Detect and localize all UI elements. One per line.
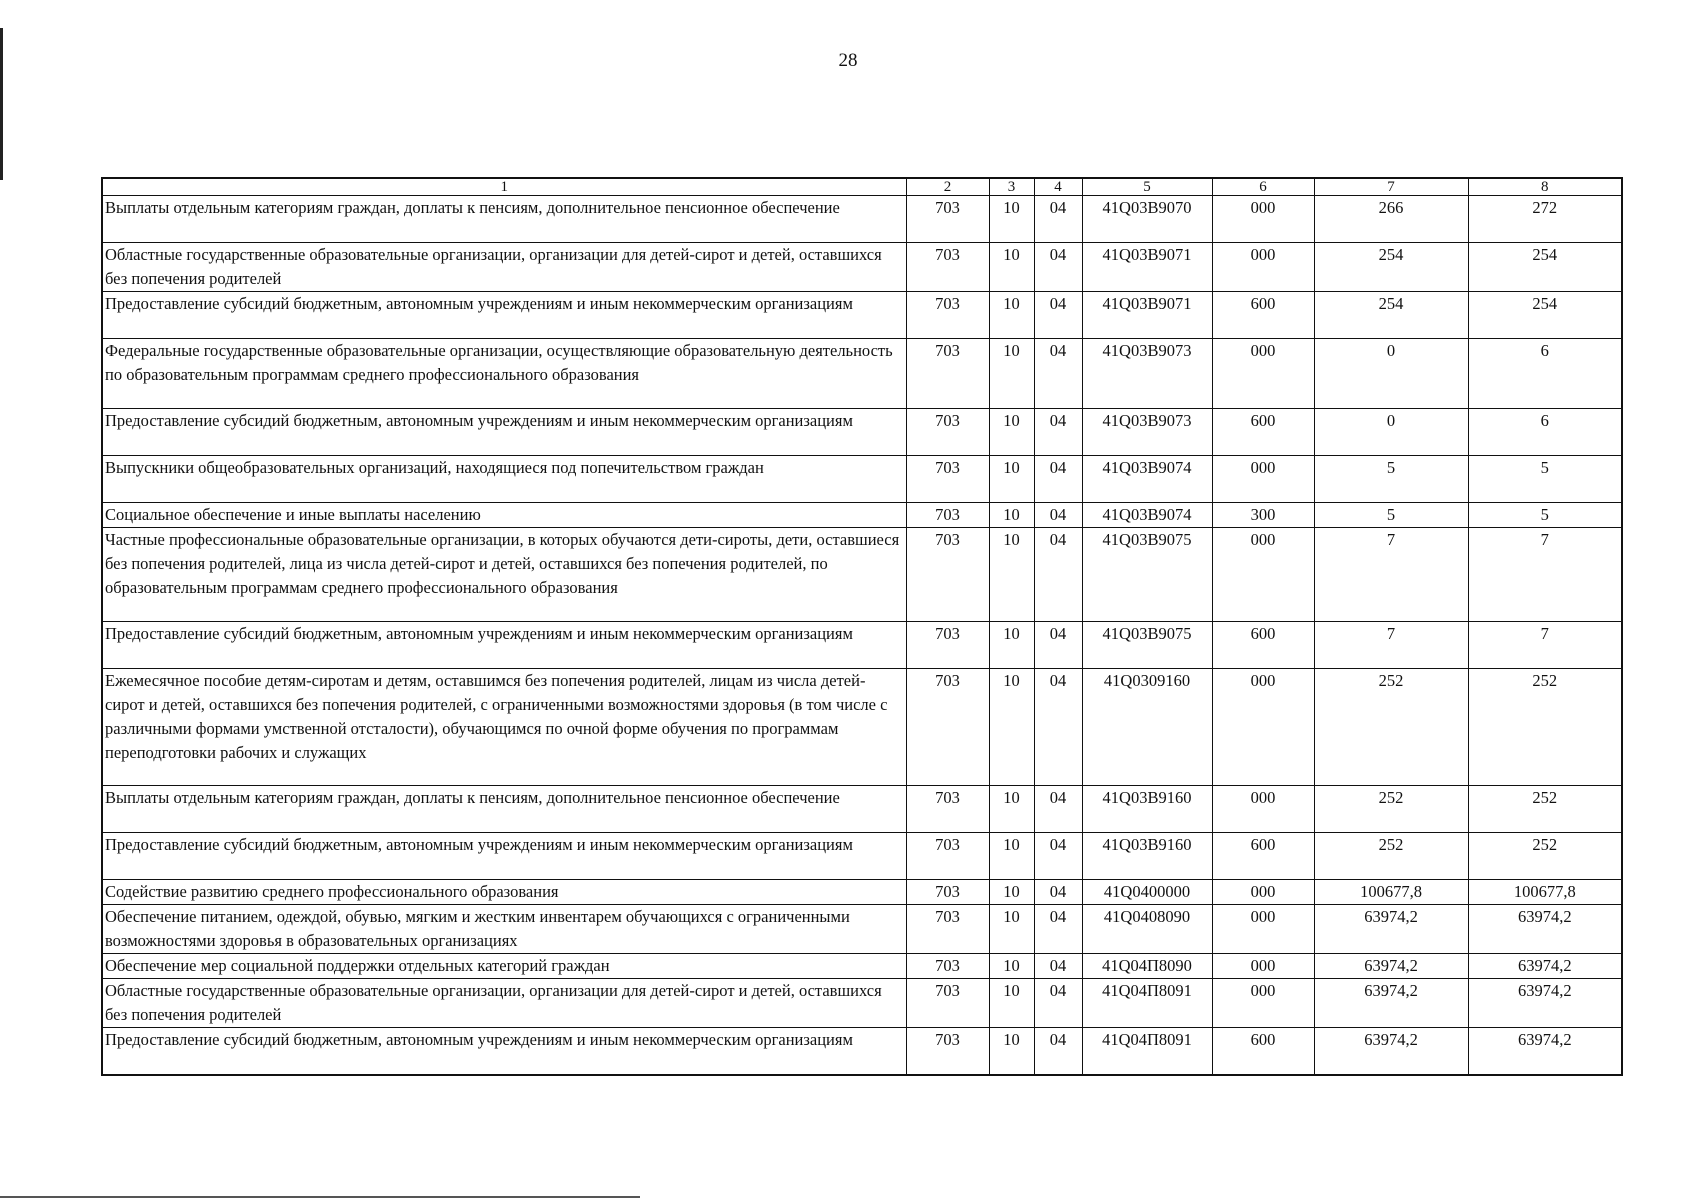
amount-year2-cell: 6 — [1468, 409, 1622, 456]
amount-year1-cell: 7 — [1314, 622, 1468, 669]
amount-year2-cell: 63974,2 — [1468, 979, 1622, 1028]
row-name-cell: Предоставление субсидий бюджетным, автономным учреждениям и иным некоммерческим организациям — [102, 1028, 906, 1075]
target-article-cell: 41Q03B9073 — [1082, 409, 1212, 456]
table-row — [102, 528, 1622, 622]
subsection2-cell: 04 — [1034, 979, 1082, 1028]
column-header: 5 — [1082, 178, 1212, 196]
subsection-cell: 10 — [989, 409, 1034, 456]
amount-year2-cell: 252 — [1468, 669, 1622, 786]
target-article-cell: 41Q03B9074 — [1082, 456, 1212, 503]
section-code-cell: 703 — [906, 243, 989, 292]
subsection2-cell: 04 — [1034, 880, 1082, 905]
amount-year1-cell: 5 — [1314, 456, 1468, 503]
amount-year1-cell: 7 — [1314, 528, 1468, 622]
subsection-cell: 10 — [989, 979, 1034, 1028]
target-article-cell: 41Q03B9075 — [1082, 622, 1212, 669]
row-name-cell: Предоставление субсидий бюджетным, автономным учреждениям и иным некоммерческим организациям — [102, 833, 906, 880]
subsection-cell: 10 — [989, 196, 1034, 243]
subsection2-cell: 04 — [1034, 503, 1082, 528]
row-name-cell: Выплаты отдельным категориям граждан, доплаты к пенсиям, дополнительное пенсионное обеспечение — [102, 786, 906, 833]
section-code-cell: 703 — [906, 880, 989, 905]
target-article-cell: 41Q04П8090 — [1082, 954, 1212, 979]
subsection-cell: 10 — [989, 905, 1034, 954]
expense-type-cell: 600 — [1212, 409, 1314, 456]
section-code-cell: 703 — [906, 528, 989, 622]
amount-year2-cell: 100677,8 — [1468, 880, 1622, 905]
subsection-cell: 10 — [989, 669, 1034, 786]
subsection-cell: 10 — [989, 833, 1034, 880]
amount-year2-cell: 7 — [1468, 528, 1622, 622]
table-row — [102, 503, 1622, 528]
section-code-cell: 703 — [906, 196, 989, 243]
target-article-cell: 41Q0400000 — [1082, 880, 1212, 905]
expense-type-cell: 600 — [1212, 833, 1314, 880]
table-row — [102, 954, 1622, 979]
target-article-cell: 41Q0309160 — [1082, 669, 1212, 786]
subsection-cell: 10 — [989, 503, 1034, 528]
table-row — [102, 786, 1622, 833]
section-code-cell: 703 — [906, 622, 989, 669]
subsection2-cell: 04 — [1034, 786, 1082, 833]
amount-year2-cell: 63974,2 — [1468, 905, 1622, 954]
amount-year1-cell: 254 — [1314, 243, 1468, 292]
section-code-cell: 703 — [906, 979, 989, 1028]
column-header: 2 — [906, 178, 989, 196]
amount-year1-cell: 63974,2 — [1314, 979, 1468, 1028]
amount-year1-cell: 252 — [1314, 833, 1468, 880]
table-row — [102, 833, 1622, 880]
subsection2-cell: 04 — [1034, 196, 1082, 243]
subsection-cell: 10 — [989, 243, 1034, 292]
table-row — [102, 292, 1622, 339]
amount-year1-cell: 100677,8 — [1314, 880, 1468, 905]
row-name-cell: Ежемесячное пособие детям-сиротам и детям, оставшимся без попечения родителей, лицам из числа детей-сирот и детей, оставшихся без попечения родителей, с ограниченными возможностями здоровья (в том числе с различными формами умственной отсталости), обучающимся по очной форме обучения по программам переподготовки рабочих и служащих — [102, 669, 906, 786]
amount-year2-cell: 63974,2 — [1468, 1028, 1622, 1075]
subsection2-cell: 04 — [1034, 528, 1082, 622]
row-name-cell: Содействие развитию среднего профессионального образования — [102, 880, 906, 905]
row-name-cell: Социальное обеспечение и иные выплаты населению — [102, 503, 906, 528]
subsection2-cell: 04 — [1034, 622, 1082, 669]
column-header: 8 — [1468, 178, 1622, 196]
subsection-cell: 10 — [989, 292, 1034, 339]
table-row — [102, 243, 1622, 292]
table-row — [102, 456, 1622, 503]
subsection2-cell: 04 — [1034, 243, 1082, 292]
amount-year1-cell: 252 — [1314, 669, 1468, 786]
amount-year2-cell: 7 — [1468, 622, 1622, 669]
expense-type-cell: 600 — [1212, 292, 1314, 339]
amount-year2-cell: 272 — [1468, 196, 1622, 243]
subsection-cell: 10 — [989, 528, 1034, 622]
column-header: 7 — [1314, 178, 1468, 196]
amount-year1-cell: 63974,2 — [1314, 905, 1468, 954]
subsection2-cell: 04 — [1034, 409, 1082, 456]
amount-year1-cell: 0 — [1314, 339, 1468, 409]
table-row — [102, 196, 1622, 243]
expense-type-cell: 000 — [1212, 786, 1314, 833]
row-name-cell: Выплаты отдельным категориям граждан, доплаты к пенсиям, дополнительное пенсионное обеспечение — [102, 196, 906, 243]
target-article-cell: 41Q03B9160 — [1082, 833, 1212, 880]
amount-year2-cell: 252 — [1468, 786, 1622, 833]
target-article-cell: 41Q03B9160 — [1082, 786, 1212, 833]
section-code-cell: 703 — [906, 503, 989, 528]
expense-type-cell: 300 — [1212, 503, 1314, 528]
table-row — [102, 905, 1622, 954]
subsection2-cell: 04 — [1034, 292, 1082, 339]
section-code-cell: 703 — [906, 456, 989, 503]
scan-edge-bottom — [0, 1196, 640, 1198]
table-row — [102, 409, 1622, 456]
column-header: 3 — [989, 178, 1034, 196]
column-header: 6 — [1212, 178, 1314, 196]
subsection2-cell: 04 — [1034, 669, 1082, 786]
amount-year1-cell: 254 — [1314, 292, 1468, 339]
page-number: 28 — [838, 50, 858, 71]
row-name-cell: Обеспечение мер социальной поддержки отдельных категорий граждан — [102, 954, 906, 979]
column-header: 1 — [102, 178, 906, 196]
expense-type-cell: 000 — [1212, 979, 1314, 1028]
target-article-cell: 41Q03B9074 — [1082, 503, 1212, 528]
row-name-cell: Предоставление субсидий бюджетным, автономным учреждениям и иным некоммерческим организациям — [102, 292, 906, 339]
subsection-cell: 10 — [989, 339, 1034, 409]
expense-type-cell: 000 — [1212, 905, 1314, 954]
expense-type-cell: 000 — [1212, 243, 1314, 292]
row-name-cell: Областные государственные образовательные организации, организации для детей-сирот и детей, оставшихся без попечения родителей — [102, 243, 906, 292]
expense-type-cell: 600 — [1212, 622, 1314, 669]
subsection-cell: 10 — [989, 1028, 1034, 1075]
section-code-cell: 703 — [906, 905, 989, 954]
subsection2-cell: 04 — [1034, 954, 1082, 979]
section-code-cell: 703 — [906, 833, 989, 880]
row-name-cell: Предоставление субсидий бюджетным, автономным учреждениям и иным некоммерческим организациям — [102, 409, 906, 456]
amount-year2-cell: 63974,2 — [1468, 954, 1622, 979]
row-name-cell: Предоставление субсидий бюджетным, автономным учреждениям и иным некоммерческим организациям — [102, 622, 906, 669]
row-name-cell: Выпускники общеобразовательных организаций, находящиеся под попечительством граждан — [102, 456, 906, 503]
amount-year1-cell: 63974,2 — [1314, 954, 1468, 979]
column-header: 4 — [1034, 178, 1082, 196]
section-code-cell: 703 — [906, 669, 989, 786]
target-article-cell: 41Q03B9070 — [1082, 196, 1212, 243]
expense-type-cell: 000 — [1212, 954, 1314, 979]
section-code-cell: 703 — [906, 954, 989, 979]
subsection-cell: 10 — [989, 622, 1034, 669]
expense-type-cell: 000 — [1212, 880, 1314, 905]
row-name-cell: Обеспечение питанием, одеждой, обувью, мягким и жестким инвентарем обучающихся с ограниченными возможностями здоровья в образовательных организациях — [102, 905, 906, 954]
table-row — [102, 880, 1622, 905]
expense-type-cell: 000 — [1212, 339, 1314, 409]
section-code-cell: 703 — [906, 339, 989, 409]
subsection-cell: 10 — [989, 456, 1034, 503]
subsection-cell: 10 — [989, 880, 1034, 905]
table-row — [102, 622, 1622, 669]
target-article-cell: 41Q03B9073 — [1082, 339, 1212, 409]
subsection2-cell: 04 — [1034, 456, 1082, 503]
target-article-cell: 41Q04П8091 — [1082, 979, 1212, 1028]
section-code-cell: 703 — [906, 292, 989, 339]
table-row — [102, 669, 1622, 786]
amount-year2-cell: 6 — [1468, 339, 1622, 409]
target-article-cell: 41Q03B9071 — [1082, 292, 1212, 339]
target-article-cell: 41Q03B9071 — [1082, 243, 1212, 292]
expense-type-cell: 000 — [1212, 196, 1314, 243]
amount-year1-cell: 63974,2 — [1314, 1028, 1468, 1075]
section-code-cell: 703 — [906, 786, 989, 833]
target-article-cell: 41Q0408090 — [1082, 905, 1212, 954]
expense-type-cell: 000 — [1212, 669, 1314, 786]
amount-year1-cell: 266 — [1314, 196, 1468, 243]
amount-year1-cell: 252 — [1314, 786, 1468, 833]
subsection2-cell: 04 — [1034, 1028, 1082, 1075]
amount-year2-cell: 254 — [1468, 243, 1622, 292]
expense-type-cell: 000 — [1212, 528, 1314, 622]
subsection2-cell: 04 — [1034, 905, 1082, 954]
expense-type-cell: 000 — [1212, 456, 1314, 503]
subsection2-cell: 04 — [1034, 339, 1082, 409]
amount-year2-cell: 254 — [1468, 292, 1622, 339]
target-article-cell: 41Q04П8091 — [1082, 1028, 1212, 1075]
section-code-cell: 703 — [906, 1028, 989, 1075]
row-name-cell: Федеральные государственные образовательные организации, осуществляющие образовательную деятельность по образовательным программам среднего профессионального образования — [102, 339, 906, 409]
amount-year2-cell: 5 — [1468, 456, 1622, 503]
amount-year1-cell: 0 — [1314, 409, 1468, 456]
expense-type-cell: 600 — [1212, 1028, 1314, 1075]
section-code-cell: 703 — [906, 409, 989, 456]
amount-year2-cell: 5 — [1468, 503, 1622, 528]
subsection2-cell: 04 — [1034, 833, 1082, 880]
table-row — [102, 339, 1622, 409]
budget-table — [101, 177, 1623, 1076]
target-article-cell: 41Q03B9075 — [1082, 528, 1212, 622]
amount-year2-cell: 252 — [1468, 833, 1622, 880]
amount-year1-cell: 5 — [1314, 503, 1468, 528]
table-row — [102, 979, 1622, 1028]
row-name-cell: Частные профессиональные образовательные организации, в которых обучаются дети-сироты, дети, оставшиеся без попечения родителей, лица из числа детей-сирот и детей, оставшихся без попечения родителей, по образовательным программам среднего профессионального образования — [102, 528, 906, 622]
table-row — [102, 1028, 1622, 1075]
row-name-cell: Областные государственные образовательные организации, организации для детей-сирот и детей, оставшихся без попечения родителей — [102, 979, 906, 1028]
subsection-cell: 10 — [989, 954, 1034, 979]
table-header-row — [102, 178, 1622, 196]
subsection-cell: 10 — [989, 786, 1034, 833]
